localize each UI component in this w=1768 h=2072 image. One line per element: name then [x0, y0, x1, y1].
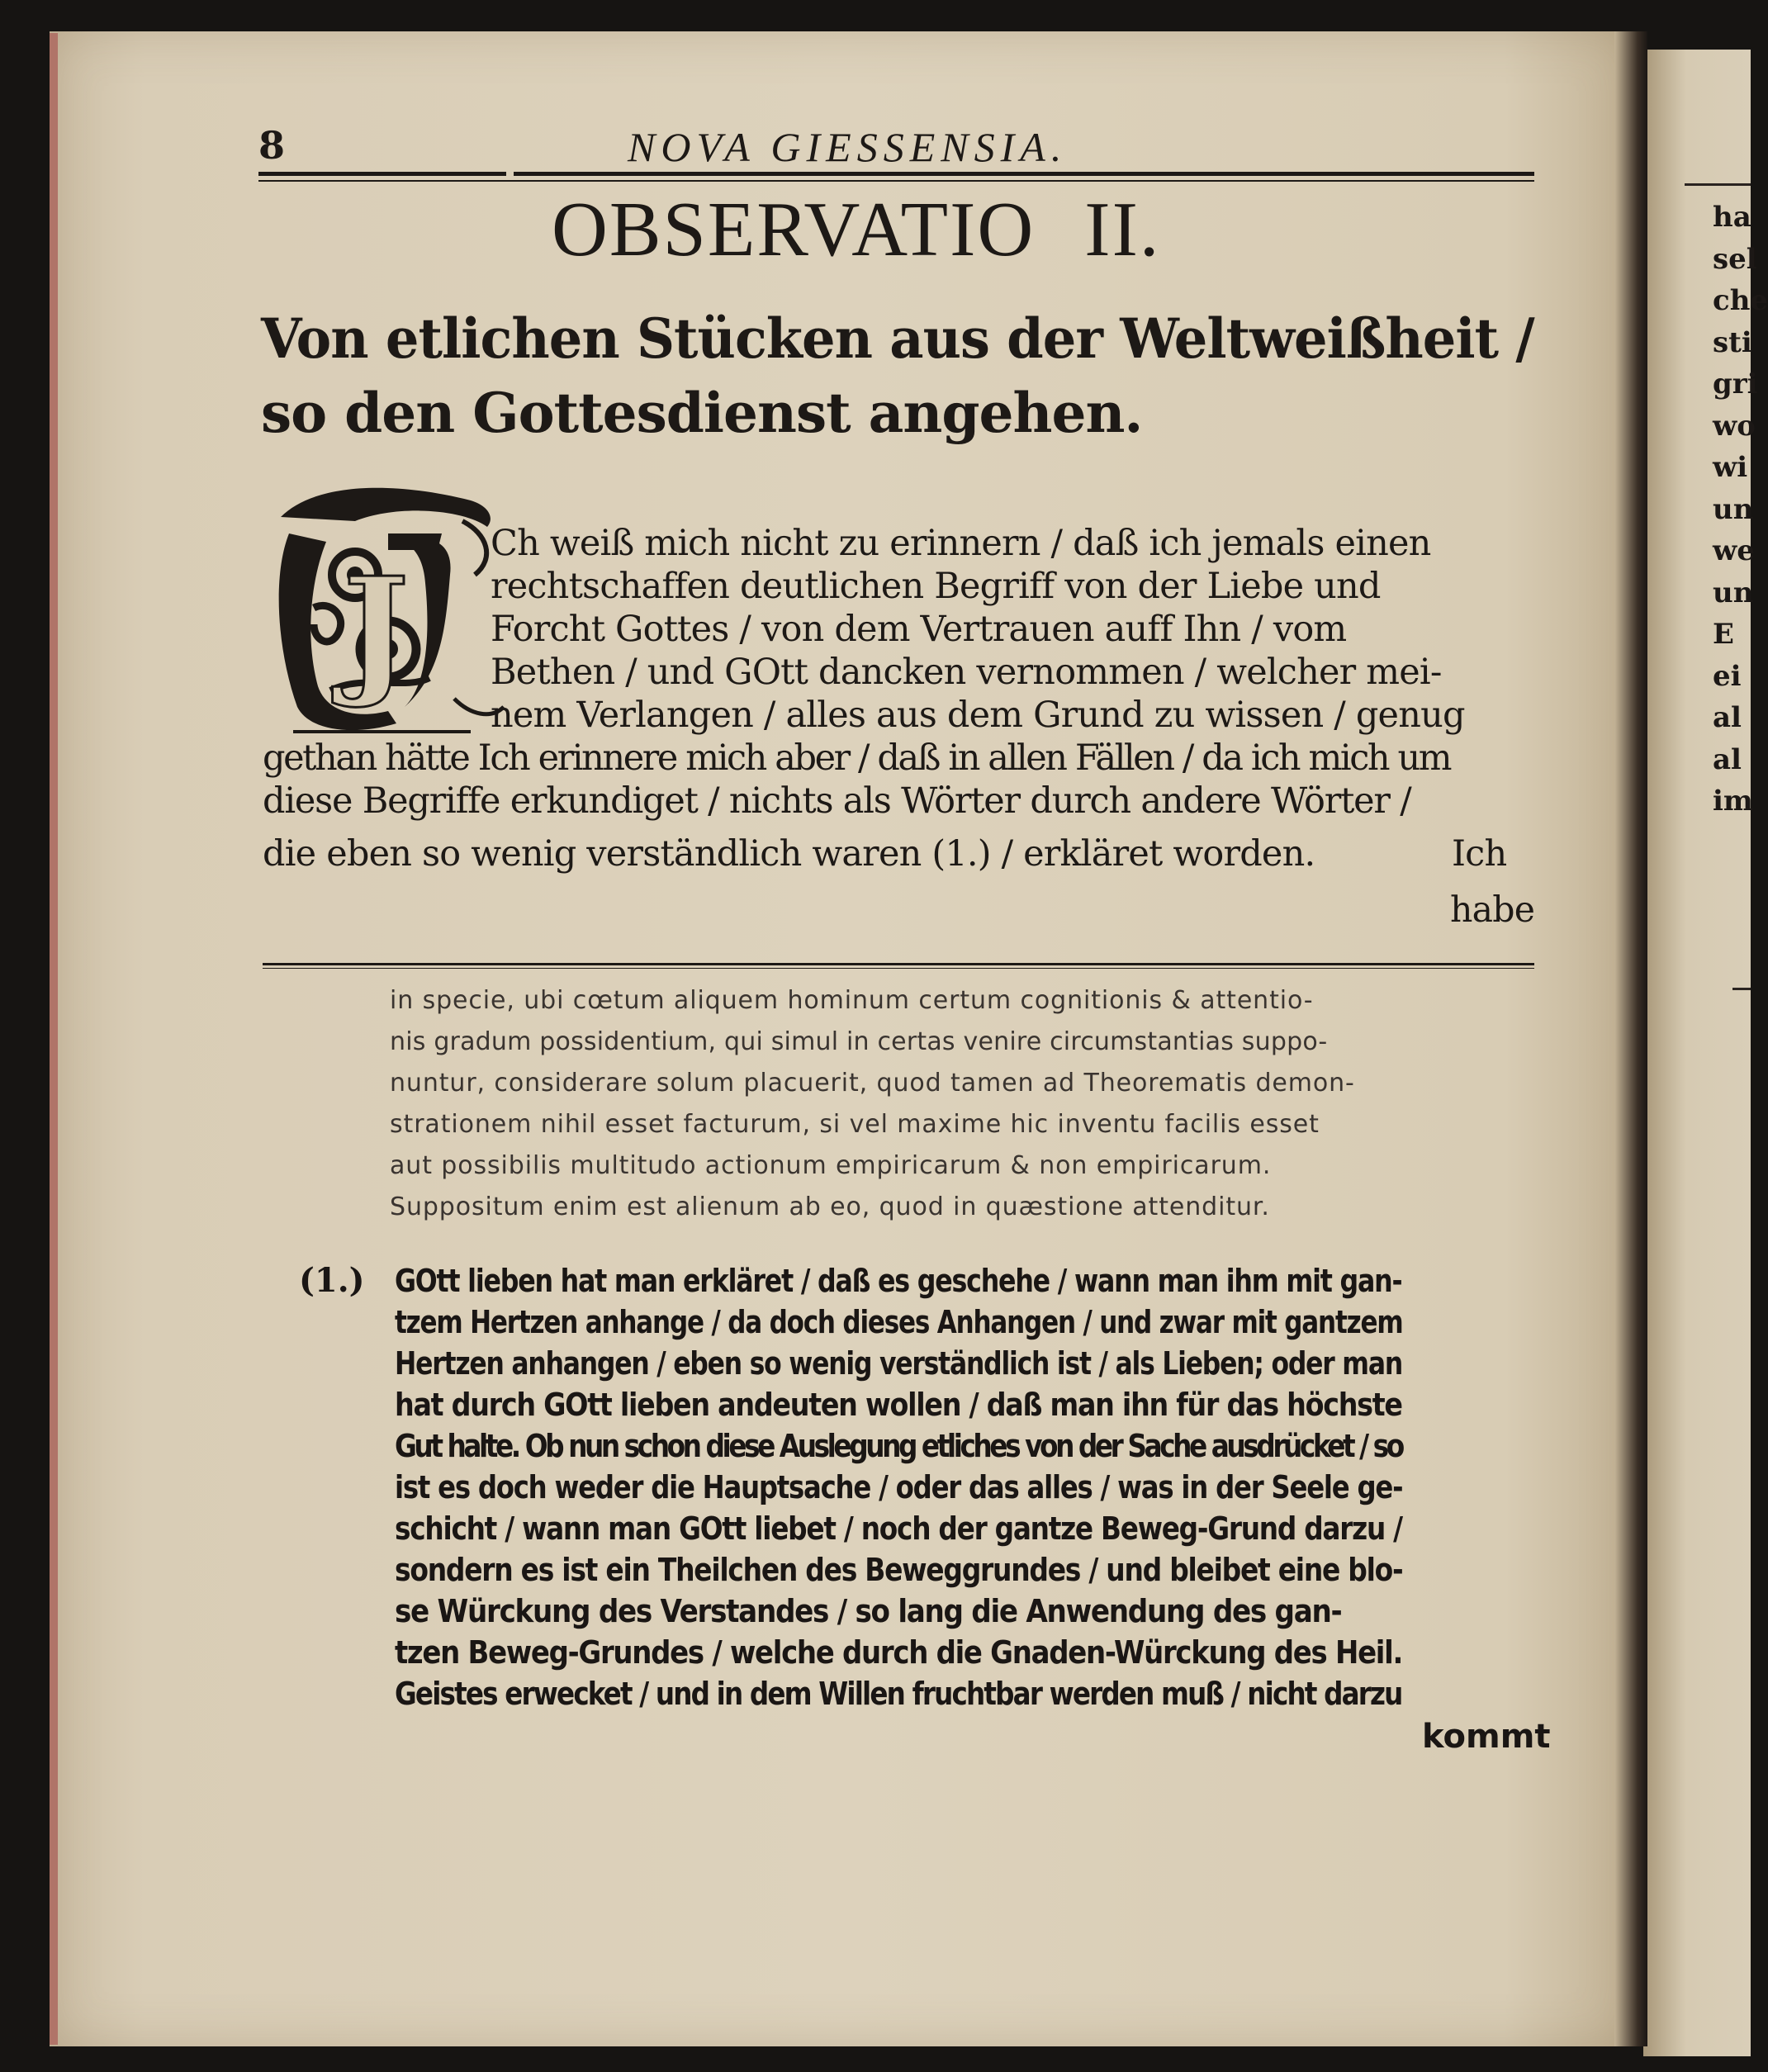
dropcap-letter: J	[343, 547, 410, 712]
footnote-line-11: Geistes erwecket / und in dem Willen fruchtbar werden muß / nicht darzu	[395, 1676, 1402, 1712]
catchword-main: habe	[1450, 889, 1535, 931]
footnote-marker: (1.)	[299, 1261, 365, 1300]
latin-note-line-4: strationem nihil esset facturum, si vel maxime hic inventu facilis esset	[390, 1110, 1320, 1139]
footnote-line-4: hat durch GOtt lieben andeuten wollen / daß man ihn für das höchste	[395, 1387, 1402, 1423]
facing-page-fragment: ha	[1713, 201, 1751, 234]
facing-page-fragment: un	[1713, 576, 1754, 609]
header-rule-left	[258, 172, 506, 176]
body-line-3: Forcht Gottes / von dem Vertrauen auff Ihn / vom	[491, 609, 1347, 650]
body-line-4: Bethen / und GOtt dancken vernommen / welcher mei-	[491, 652, 1442, 693]
section-title-line-1: Von etlichen Stücken aus der Weltweißheit /	[261, 306, 1534, 371]
footnote-line-2: tzem Hertzen anhange / da doch dieses Anhangen / und zwar mit gantzem	[395, 1304, 1403, 1340]
running-title: NOVA GIESSENSIA.	[628, 124, 1068, 170]
observation-word: OBSERVATIO	[552, 187, 1036, 273]
facing-page-dash	[1732, 988, 1751, 990]
latin-note-line-2: nis gradum possidentium, qui simul in certas venire circumstantias suppo-	[390, 1027, 1328, 1056]
footnote-line-5: Gut halte. Ob nun schon diese Auslegung etliches von der Sache ausdrücket / so	[395, 1428, 1402, 1464]
footnote-line-8: sondern es ist ein Theilchen des Beweggrundes / und bleibet eine blo-	[395, 1552, 1403, 1588]
latin-note-line-3: nuntur, considerare solum placuerit, quod tamen ad Theorematis demon-	[390, 1069, 1355, 1098]
section-title-line-2: so den Gottesdienst angehen.	[261, 381, 1143, 445]
observation-heading	[552, 188, 1160, 271]
page-number: 8	[258, 123, 286, 168]
footnote-separator	[263, 963, 1534, 965]
latin-note-line-5: aut possibilis multitudo actionum empiricarum & non empiricarum.	[390, 1151, 1272, 1180]
body-line-6: gethan hätte Ich erinnere mich aber / daß in allen Fällen / da ich mich um	[263, 737, 1451, 779]
body-line-2: rechtschaffen deutlichen Begriff von der Liebe und	[491, 566, 1381, 607]
latin-note-line-1: in specie, ubi cœtum aliquem hominum certum cognitionis & attentio-	[390, 986, 1314, 1015]
footnote-separator-thin	[263, 968, 1534, 969]
footnote-line-1: GOtt lieben hat man erkläret / daß es geschehe / wann man ihm mit gan-	[395, 1263, 1402, 1299]
facing-page-rule	[1685, 183, 1751, 186]
facing-page-fragment: al	[1713, 701, 1742, 734]
facing-page-fragment: gri	[1713, 367, 1758, 401]
facing-page-text	[1713, 197, 1768, 823]
footnote-line-3: Hertzen anhangen / eben so wenig verständlich ist / als Lieben; oder man	[395, 1345, 1403, 1382]
book-gutter	[1614, 31, 1647, 2046]
facing-page-fragment: E	[1713, 618, 1734, 651]
facing-page-fragment: ei	[1713, 659, 1742, 693]
facing-page-fragment: we	[1713, 534, 1755, 567]
body-line-7: diese Begriffe erkundiget / nichts als Wörter durch andere Wörter /	[263, 780, 1411, 822]
ornamental-initial	[264, 484, 504, 742]
header-rule-thin	[258, 180, 1534, 182]
footnote-line-7: schicht / wann man GOtt liebet / noch der gantze Beweg-Grund darzu /	[395, 1510, 1402, 1547]
footnote-line-6: ist es doch weder die Hauptsache / oder das alles / was in der Seele ge-	[395, 1469, 1403, 1505]
facing-page-fragment: wo	[1713, 409, 1756, 443]
body-line-5: nem Verlangen / alles aus dem Grund zu wissen / genug	[491, 695, 1465, 736]
facing-page-fragment: sti	[1713, 325, 1752, 359]
body-line-1: Ch weiß mich nicht zu erinnern / daß ich jemals einen	[491, 523, 1431, 564]
facing-page-fragment: al	[1713, 742, 1742, 776]
page-edge	[50, 33, 58, 2045]
observation-numeral: II.	[1084, 187, 1161, 273]
footnote-line-9: se Würckung des Verstandes / so lang die Anwendung des gan-	[395, 1593, 1342, 1629]
body-line-9: Ich	[1452, 833, 1507, 875]
body-line-8: die eben so wenig verständlich waren (1.) / erkläret worden.	[263, 833, 1315, 875]
facing-page-fragment: im	[1713, 785, 1753, 818]
facing-page-fragment: sel	[1713, 242, 1757, 276]
footnote-line-10: tzen Beweg-Grundes / welche durch die Gnaden-Würckung des Heil.	[395, 1634, 1403, 1671]
catchword-footnote: kommt	[1422, 1718, 1551, 1756]
latin-note-line-6: Suppositum enim est alienum ab eo, quod in quæstione attenditur.	[390, 1192, 1270, 1221]
facing-page-fragment: che	[1713, 284, 1768, 317]
facing-page-fragment: wi	[1713, 451, 1748, 484]
header-rule-right	[514, 172, 1534, 176]
facing-page-fragment: un	[1713, 492, 1754, 526]
